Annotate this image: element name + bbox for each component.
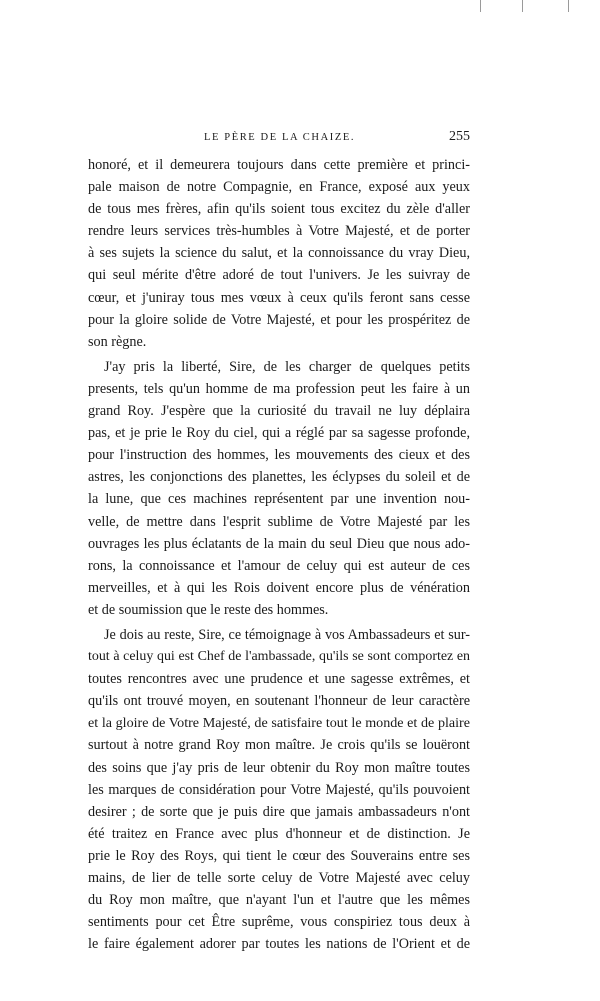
text-line: les marques de considération pour Votre Majesté, qu'ils pouvoient <box>88 781 470 798</box>
text-line: et de soumission que le reste des hommes. <box>88 601 329 618</box>
running-title: LE PÈRE DE LA CHAIZE. <box>204 132 356 143</box>
paragraph-1 <box>88 154 470 353</box>
text-line: desirer ; de sorte que je puis dire que jamais ambassadeurs n'ont <box>88 803 470 820</box>
text-line: été traitez en France avec plus d'honneur et de distinction. Je <box>88 825 470 842</box>
text-line: pas, et je prie le Roy du ciel, qui a réglé par sa sagesse profonde, <box>88 425 470 442</box>
text-line: mains, de lier de telle sorte celuy de Votre Majesté avec celuy <box>88 870 470 886</box>
text-line: qu'ils ont trouvé moyen, en soutenant l'honneur de leur caractère <box>88 693 470 710</box>
running-header <box>88 130 470 152</box>
scan-corner-marks <box>460 0 600 14</box>
text-line: prie le Roy des Roys, qui tient le cœur des Souverains entre ses <box>88 847 470 864</box>
text-line: grand Roy. J'espère que la curiosité du travail ne luy déplaira <box>88 403 470 420</box>
text-line: surtout à notre grand Roy mon maître. Je crois qu'ils se louëront <box>88 737 470 754</box>
paragraph-2 <box>88 356 470 621</box>
text-line: rendre leurs services très-humbles à Votre Majesté, et de porter <box>88 223 470 240</box>
text-line: pale maison de notre Compagnie, en France, exposé aux yeux <box>88 179 470 196</box>
text-line: J'ay pris la liberté, Sire, de les charger de quelques petits <box>104 358 470 375</box>
text-line: des soins que j'ay pris de leur obtenir du Roy mon maître toutes <box>88 759 470 776</box>
text-line: astres, les conjonctions des planettes, les éclypses du soleil et de <box>88 469 470 486</box>
text-line: presents, tels qu'un homme de ma profession peut les faire à un <box>88 380 470 397</box>
text-line: le faire également adorer par toutes les nations de l'Orient et de <box>88 936 470 953</box>
text-line: toutes rencontres avec une prudence et une sagesse extrêmes, et <box>88 671 470 688</box>
text-line: la lune, que ces machines représentent par une invention nou- <box>88 491 470 508</box>
text-line: ouvrages les plus éclatants de la main du seul Dieu que nous ado- <box>88 535 470 552</box>
text-line: cœur, et j'uniray tous mes vœux à ceux qu'ils feront sans cesse <box>88 289 470 306</box>
text-line: rons, la connoissance et l'amour de celuy qui est auteur de ces <box>88 557 470 574</box>
text-line: tout à celuy qui est Chef de l'ambassade, qu'ils se sont comportez en <box>88 649 470 665</box>
text-line: velle, de mettre dans l'esprit sublime de Votre Majesté par les <box>88 513 470 530</box>
text-line: honoré, et il demeurera toujours dans cette première et princi- <box>88 157 470 173</box>
text-line: Je dois au reste, Sire, ce témoignage à vos Ambassadeurs et sur- <box>104 626 470 643</box>
text-line: merveilles, et à qui les Rois doivent encore plus de vénération <box>88 579 470 596</box>
text-line: son règne. <box>88 333 147 350</box>
page-number: 255 <box>449 129 470 144</box>
text-line: de tous mes frères, afin qu'ils soient tous excitez du zèle d'aller <box>88 201 470 218</box>
text-line: du Roy mon maître, que n'ayant l'un et l'autre que les mêmes <box>88 892 470 909</box>
text-line: pour l'instruction des hommes, les mouvements des cieux et des <box>88 447 470 464</box>
text-line: pour la gloire solide de Votre Majesté, et pour les prospéritez de <box>88 311 470 328</box>
text-line: qui seul mérite d'être adoré de tout l'univers. Je les suivray de <box>88 267 470 284</box>
book-page <box>88 130 470 955</box>
text-line: à ses sujets la science du salut, et la connoissance du vray Dieu, <box>88 245 470 262</box>
text-line: sentiments pour cet Être suprême, vous conspiriez tous deux à <box>88 914 470 931</box>
text-line: et la gloire de Votre Majesté, de satisfaire tout le monde et de plaire <box>88 715 470 732</box>
paragraph-3 <box>88 624 470 955</box>
body-text <box>88 154 470 955</box>
